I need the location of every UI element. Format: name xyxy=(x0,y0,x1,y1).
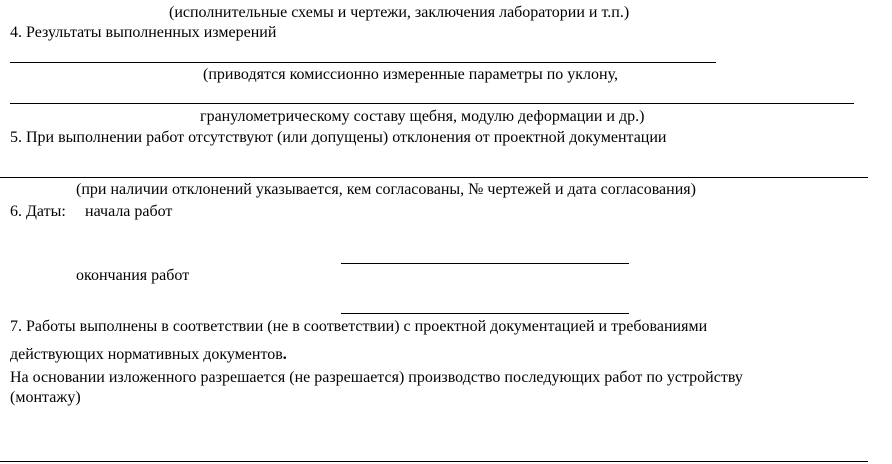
item-6-end-label: окончания работ xyxy=(76,267,190,284)
item-6-label: 6. Даты: xyxy=(10,203,66,220)
start-date-line[interactable] xyxy=(341,263,629,264)
item-5-label: 5. При выполнении работ отсутствуют (или допущены) отклонения от проектной документации xyxy=(10,129,667,146)
end-date-line[interactable] xyxy=(341,313,629,314)
item-6-start-label: начала работ xyxy=(85,203,173,220)
conclusion-line-2: (монтажу) xyxy=(10,389,81,406)
caption-measured-params-1: (приводятся комиссионно измеренные параметры по уклону, xyxy=(203,66,618,83)
item-7-line-2-period: . xyxy=(282,346,287,363)
item-7-line-1: 7. Работы выполнены в соответствии (не в соответствии) с проектной документацией и требованиями xyxy=(10,318,708,335)
conclusion-works-line[interactable] xyxy=(0,461,868,462)
caption-executive-docs: (исполнительные схемы и чертежи, заключения лаборатории и т.п.) xyxy=(169,4,630,21)
item-5-deviations-line[interactable] xyxy=(0,177,868,178)
conclusion-line-1: На основании изложенного разрешается (не разрешается) производство последующих работ по устройству xyxy=(10,369,743,386)
item-4-measurements-line-2[interactable] xyxy=(10,103,854,104)
caption-measured-params-2: гранулометрическому составу щебня, модулю деформации и др.) xyxy=(200,108,645,125)
item-4-measurements-line[interactable] xyxy=(10,62,716,63)
item-7-line-2-text: действующих нормативных документов xyxy=(10,346,283,363)
caption-deviations: (при наличии отклонений указывается, кем согласованы, № чертежей и дата согласования) xyxy=(76,181,696,198)
item-7-line-2 xyxy=(10,346,287,364)
item-4-label: 4. Результаты выполненных измерений xyxy=(10,24,277,41)
